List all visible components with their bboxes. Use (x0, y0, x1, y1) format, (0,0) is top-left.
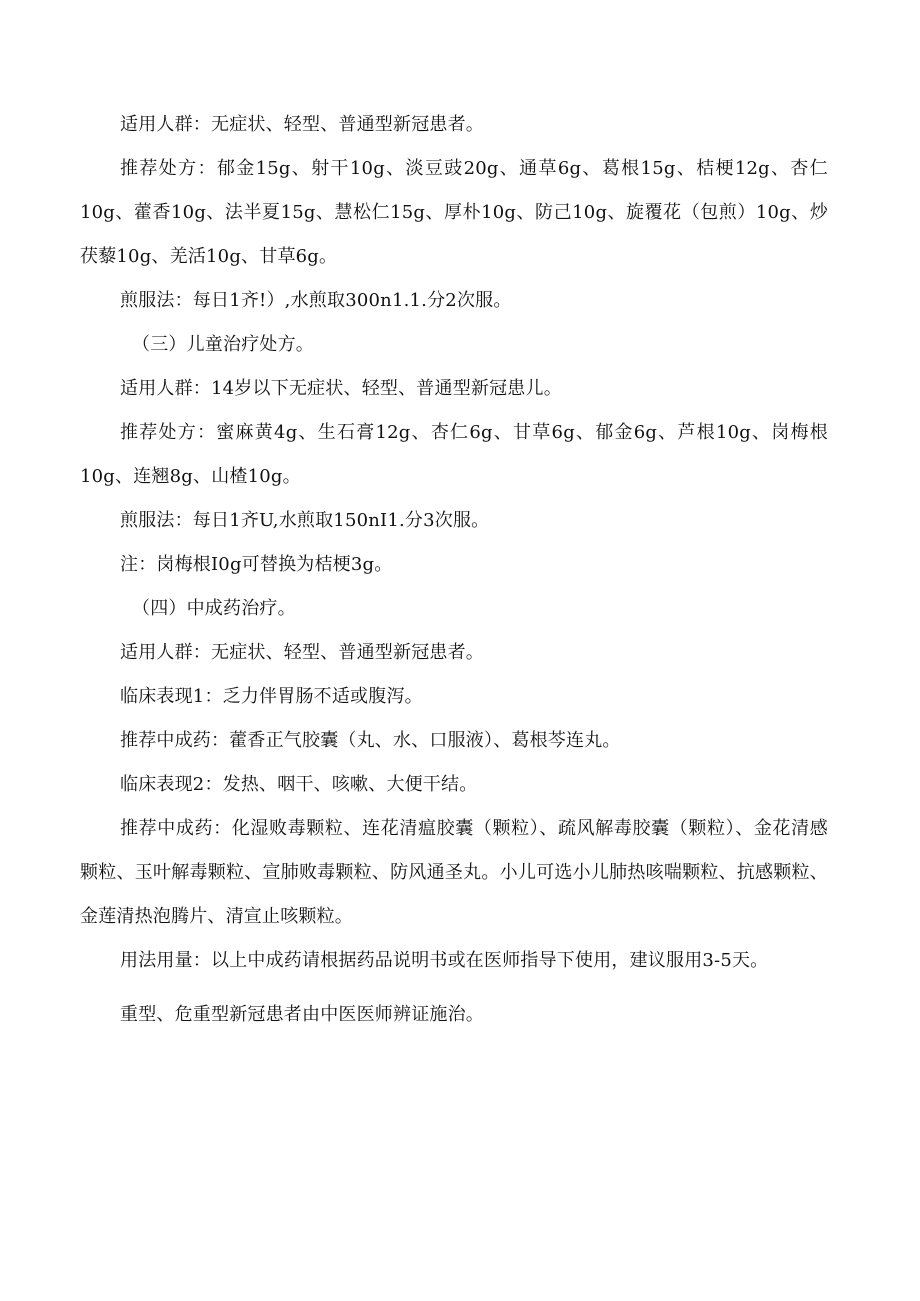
paragraph-recommended-1: 推荐中成药：藿香正气胶囊（丸、水、口服液）、葛根芩连丸。 (120, 730, 621, 751)
paragraph-clinical-1: 临床表现1：乏力伴胃肠不适或腹泻。 (120, 686, 423, 707)
paragraph-applicable-population: 适用人群：无症状、轻型、普通型新冠患者。 (120, 114, 484, 135)
paragraph-severe-cases: 重型、危重型新冠患者由中医医师辨证施治。 (120, 1004, 484, 1025)
paragraph-usage-dosage: 用法用量：以上中成药请根据药品说明书或在医师指导下使用，建议服用3-5天。 (120, 950, 769, 971)
paragraph-patent-population: 适用人群：无症状、轻型、普通型新冠患者。 (120, 642, 484, 663)
paragraph-children-population: 适用人群：14岁以下无症状、轻型、普通型新冠患儿。 (120, 378, 562, 399)
section-heading-children: （三）儿童治疗处方。 (132, 334, 314, 355)
paragraph-children-decoction: 煎服法：每日1齐U,水煎取150nI1.分3次服。 (120, 510, 490, 531)
paragraph-clinical-2: 临床表现2：发热、咽干、咳嗽、大便干结。 (120, 774, 478, 795)
document-body (80, 103, 828, 1037)
paragraph-recommended-prescription: 推荐处方：郁金15g、射干10g、淡豆豉20g、通草6g、葛根15g、桔梗12g、杏仁10g、藿香10g、法半夏15g、慧松仁15g、厚朴10g、防己10g、旋覆花（包煎）10g、炒茯藜10g、羌活10g、甘草6g。 (80, 158, 828, 267)
paragraph-decoction-method: 煎服法：每日1齐!）,水煎取300n1.1.分2次服。 (120, 290, 512, 311)
paragraph-note: 注：岗梅根I0g可替换为桔梗3g。 (120, 554, 393, 575)
paragraph-children-prescription: 推荐处方：蜜麻黄4g、生石膏12g、杏仁6g、甘草6g、郁金6g、芦根10g、岗梅根10g、连翘8g、山楂10g。 (80, 422, 828, 487)
paragraph-recommended-2: 推荐中成药：化湿败毒颗粒、连花清瘟胶囊（颗粒）、疏风解毒胶囊（颗粒）、金花清感颗粒、玉叶解毒颗粒、宣肺败毒颗粒、防风通圣丸。小儿可选小儿肺热咳喘颗粒、抗感颗粒、金莲清热泡腾片、清宣止咳颗粒。 (80, 818, 828, 927)
section-heading-patent-medicine: （四）中成药治疗。 (132, 598, 296, 619)
